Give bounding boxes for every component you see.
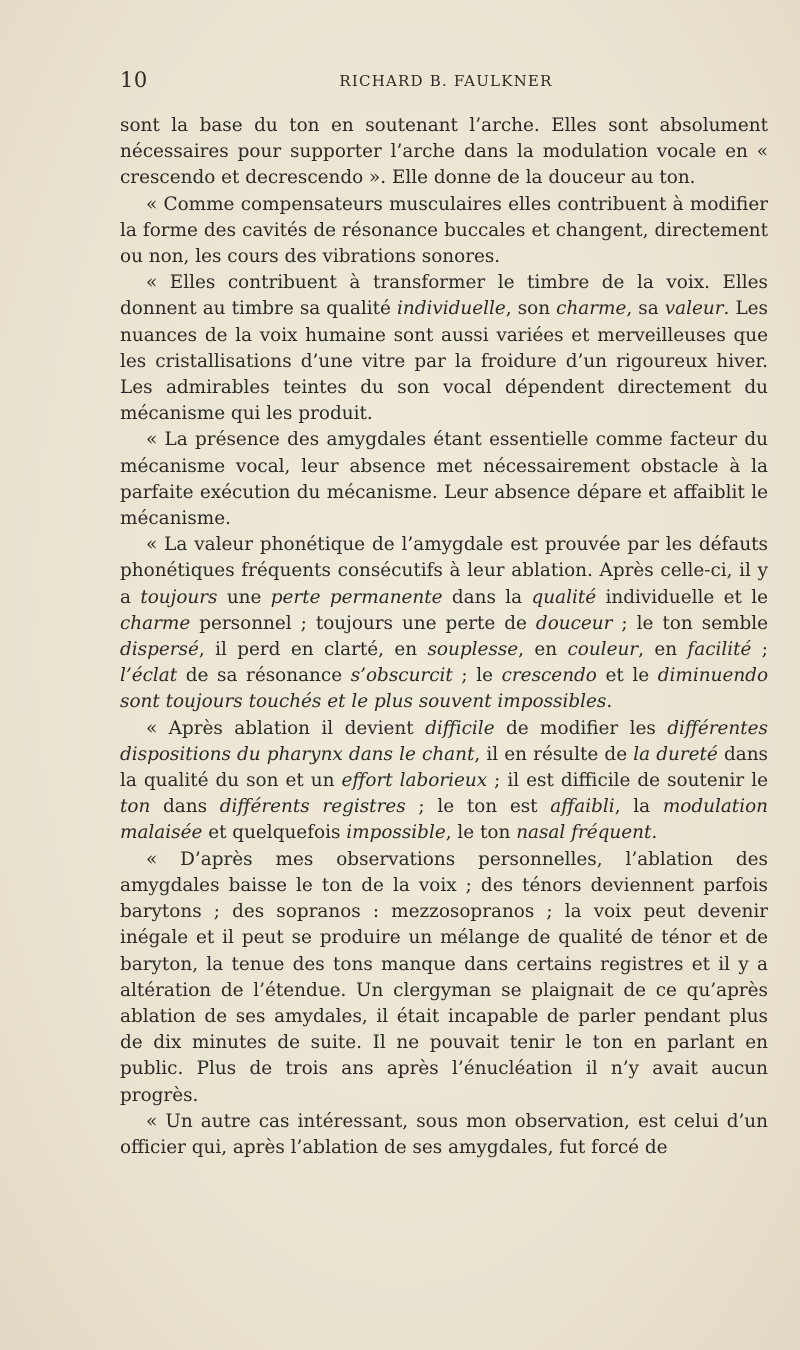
text-run: , il perd en clarté, en — [198, 639, 428, 661]
italic-run: couleur — [567, 639, 639, 661]
paragraph — [120, 113, 768, 192]
italic-run: qualité — [531, 586, 597, 608]
paragraph — [120, 716, 768, 847]
italic-run: ton — [120, 796, 151, 818]
text-run: ; il est difficile de soutenir le — [487, 770, 768, 792]
text-run: , son — [505, 298, 557, 320]
text-run: , en — [638, 639, 688, 661]
italic-run: difficile — [425, 717, 495, 739]
text-run: ; le ton semble — [612, 612, 768, 634]
page-header — [120, 68, 772, 98]
italic-run: différentes dispositions du pharynx dans le chant — [120, 717, 768, 765]
running-head: RICHARD B. FAULKNER — [339, 72, 553, 90]
paragraph — [120, 192, 768, 271]
italic-run: s’obscurcit — [350, 665, 453, 687]
paragraph — [120, 1109, 768, 1161]
italic-run: diminuendo sont toujours touchés et le plus souvent impossibles — [120, 665, 769, 713]
text-run: personnel ; toujours une perte de — [190, 612, 536, 634]
italic-run: nasal fréquent — [516, 822, 652, 844]
italic-run: effort laborieux — [341, 770, 488, 792]
italic-run: affaibli — [550, 796, 615, 818]
italic-run: souplesse — [427, 639, 519, 661]
text-run: . — [651, 822, 658, 844]
italic-run: toujours — [140, 586, 218, 608]
text-run: une — [217, 586, 271, 608]
text-run: « Comme compensateurs musculaires elles contribuent à modifier la forme des cavités de résonance buccales et changent, directement ou non, les cours des vibrations sonores. — [120, 193, 768, 268]
text-run: ; le ton est — [405, 796, 551, 818]
text-run: , sa — [626, 298, 665, 320]
text-run: et le — [596, 665, 658, 687]
text-run: dans — [150, 796, 220, 818]
text-run: , le ton — [445, 822, 517, 844]
paragraph — [120, 847, 768, 1109]
text-run: individuelle et le — [596, 586, 769, 608]
italic-run: perte permanente — [270, 586, 443, 608]
italic-run: facilité — [687, 639, 752, 661]
text-run: « Un autre cas intéressant, sous mon observation, est celui d’un officier qui, après l’ablation de ses amygdales, fut forcé de — [120, 1110, 768, 1158]
text-run: et quelquefois — [202, 822, 347, 844]
text-run: , il en résulte de — [474, 743, 634, 765]
body-text — [120, 113, 768, 1161]
text-run: ; — [751, 639, 768, 661]
text-run: , la — [614, 796, 663, 818]
italic-run: différents registres — [219, 796, 406, 818]
italic-run: impossible — [346, 822, 446, 844]
text-run: dans la — [442, 586, 532, 608]
italic-run: charme — [556, 298, 627, 320]
italic-run: l’éclat — [120, 665, 178, 687]
italic-run: douceur — [535, 612, 613, 634]
text-run: « La présence des amygdales étant essentielle comme facteur du mécanisme vocal, leur absence met nécessairement obstacle à la parfaite exécution du mécanisme. Leur absence dépare et affaiblit le mécanisme. — [120, 429, 768, 530]
italic-run: charme — [120, 612, 191, 634]
page-number: 10 — [120, 68, 148, 92]
italic-run: dispersé — [120, 639, 199, 661]
text-run: dans la qualité du son et un — [120, 743, 768, 792]
text-run: « D’après mes observations personnelles, l’ablation des amygdales baisse le ton de la voix ; des ténors deviennent parfois barytons ; des sopranos : mezzosopranos ; la voix peut devenir inégale et il peut se produire un mélange de qualité de ténor et de baryton, la tenue des tons manque dans certains registres et il y a altération de l’étendue. Un clergyman se plaignait de ce qu’après ablation de ses amydales, il était incapable de parler pendant plus de dix minutes de suite. Il ne pouvait tenir le ton en parlant en public. Plus de trois ans après l’énucléation il n’y avait aucun progrès. — [120, 848, 768, 1106]
italic-run: valeur — [664, 298, 724, 320]
text-run: « Elles contribuent à transformer le timbre de la voix. Elles donnent au timbre sa qualité — [120, 272, 768, 320]
text-run: de sa résonance — [177, 665, 351, 687]
text-run: , en — [518, 639, 568, 661]
italic-run: individuelle — [396, 298, 506, 320]
paragraph — [120, 532, 768, 715]
text-run: « Après ablation il devient — [146, 717, 426, 739]
italic-run: la dureté — [633, 743, 718, 765]
italic-run: modulation malaisée — [120, 796, 768, 844]
text-run: sont la base du ton en soutenant l’arche. Elles sont absolument nécessaires pour supporter l’arche dans la modulation vocale en « crescendo et decrescendo ». Elle donne de la douceur au ton. — [120, 115, 768, 189]
text-run: ; le — [452, 665, 502, 687]
italic-run: crescendo — [501, 665, 597, 687]
paragraph — [120, 270, 768, 427]
text-run: . — [606, 691, 613, 713]
text-run: « La valeur phonétique de l’amygdale est prouvée par les défauts phonétiques fréquents consécutifs à leur ablation. Après celle-ci, il y a — [120, 534, 768, 608]
text-run: de modifier les — [494, 717, 668, 739]
text-run: . Les nuances de la voix humaine sont aussi variées et merveilleuses que les cristallisations d’une vitre par la froidure d’un rigoureux hiver. Les admirables teintes du son vocal dépendent directement du mécanisme qui les produit. — [120, 298, 768, 425]
paragraph — [120, 427, 768, 532]
